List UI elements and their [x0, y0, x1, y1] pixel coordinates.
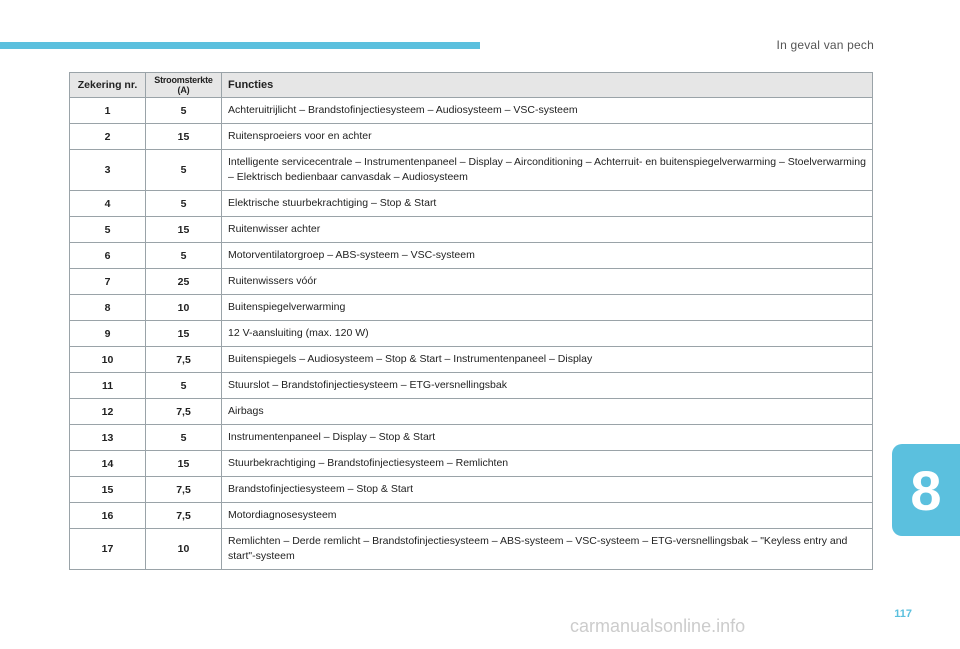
- functions-cell: Ruitensproeiers voor en achter: [222, 124, 873, 150]
- table-row: [70, 124, 873, 150]
- table-row: [70, 217, 873, 243]
- fuse-number-cell: 2: [70, 124, 146, 150]
- fuse-number-cell: 4: [70, 191, 146, 217]
- amperage-cell: 5: [146, 373, 222, 399]
- functions-cell: Buitenspiegelverwarming: [222, 295, 873, 321]
- fuse-table: [69, 72, 873, 570]
- header-functions: Functies: [222, 73, 873, 98]
- functions-cell: Stuurslot – Brandstofinjectiesysteem – ETG-versnellingsbak: [222, 373, 873, 399]
- amperage-cell: 5: [146, 98, 222, 124]
- amperage-cell: 5: [146, 150, 222, 191]
- table-row: [70, 399, 873, 425]
- amperage-cell: 7,5: [146, 503, 222, 529]
- fuse-number-cell: 7: [70, 269, 146, 295]
- table-row: [70, 150, 873, 191]
- functions-cell: Airbags: [222, 399, 873, 425]
- amperage-cell: 7,5: [146, 347, 222, 373]
- fuse-number-cell: 17: [70, 529, 146, 570]
- amperage-cell: 10: [146, 295, 222, 321]
- amperage-cell: 5: [146, 191, 222, 217]
- amperage-cell: 10: [146, 529, 222, 570]
- fuse-number-cell: 16: [70, 503, 146, 529]
- table-row: [70, 451, 873, 477]
- functions-cell: Brandstofinjectiesysteem – Stop & Start: [222, 477, 873, 503]
- fuse-number-cell: 3: [70, 150, 146, 191]
- fuse-table-body: [70, 98, 873, 570]
- fuse-number-cell: 13: [70, 425, 146, 451]
- fuse-number-cell: 14: [70, 451, 146, 477]
- table-row: [70, 243, 873, 269]
- watermark: carmanualsonline.info: [570, 616, 746, 636]
- functions-cell: Intelligente servicecentrale – Instrumentenpaneel – Display – Airconditioning – Achterruit- en buitenspiegelverwarming – Stoelverwarming – Elektrisch bedienbaar canvasdak – Audiosysteem: [222, 150, 873, 191]
- fuse-number-cell: 1: [70, 98, 146, 124]
- functions-cell: Instrumentenpaneel – Display – Stop & Start: [222, 425, 873, 451]
- amperage-cell: 15: [146, 451, 222, 477]
- amperage-cell: 15: [146, 321, 222, 347]
- table-row: [70, 98, 873, 124]
- fuse-number-cell: 9: [70, 321, 146, 347]
- functions-cell: Achteruitrijlicht – Brandstofinjectiesysteem – Audiosysteem – VSC-systeem: [222, 98, 873, 124]
- table-row: [70, 503, 873, 529]
- accent-bar: [0, 42, 480, 49]
- functions-cell: Motordiagnosesysteem: [222, 503, 873, 529]
- table-row: [70, 373, 873, 399]
- amperage-cell: 7,5: [146, 477, 222, 503]
- table-row: [70, 269, 873, 295]
- amperage-cell: 15: [146, 217, 222, 243]
- functions-cell: Buitenspiegels – Audiosysteem – Stop & Start – Instrumentenpaneel – Display: [222, 347, 873, 373]
- table-row: [70, 347, 873, 373]
- functions-cell: Motorventilatorgroep – ABS-systeem – VSC-systeem: [222, 243, 873, 269]
- amperage-cell: 7,5: [146, 399, 222, 425]
- amperage-cell: 5: [146, 425, 222, 451]
- functions-cell: Elektrische stuurbekrachtiging – Stop & Start: [222, 191, 873, 217]
- functions-cell: 12 V-aansluiting (max. 120 W): [222, 321, 873, 347]
- section-title: In geval van pech: [776, 38, 874, 52]
- fuse-number-cell: 12: [70, 399, 146, 425]
- fuse-number-cell: 11: [70, 373, 146, 399]
- amperage-cell: 15: [146, 124, 222, 150]
- header-fuse-number: Zekering nr.: [70, 73, 146, 98]
- fuse-number-cell: 15: [70, 477, 146, 503]
- fuse-number-cell: 10: [70, 347, 146, 373]
- table-row: [70, 295, 873, 321]
- functions-cell: Ruitenwissers vóór: [222, 269, 873, 295]
- header-amperage: Stroomsterkte (A): [146, 73, 222, 98]
- table-row: [70, 321, 873, 347]
- functions-cell: Remlichten – Derde remlicht – Brandstofinjectiesysteem – ABS-systeem – VSC-systeem – ETG-versnellingsbak – "Keyless entry and start"-systeem: [222, 529, 873, 570]
- table-row: [70, 477, 873, 503]
- amperage-cell: 25: [146, 269, 222, 295]
- fuse-number-cell: 5: [70, 217, 146, 243]
- chapter-tab: 8: [892, 444, 960, 536]
- fuse-number-cell: 8: [70, 295, 146, 321]
- table-row: [70, 529, 873, 570]
- fuse-number-cell: 6: [70, 243, 146, 269]
- table-row: [70, 191, 873, 217]
- functions-cell: Ruitenwisser achter: [222, 217, 873, 243]
- page-number: 117: [894, 608, 912, 620]
- table-row: [70, 425, 873, 451]
- functions-cell: Stuurbekrachtiging – Brandstofinjectiesysteem – Remlichten: [222, 451, 873, 477]
- amperage-cell: 5: [146, 243, 222, 269]
- table-header-row: [70, 73, 873, 98]
